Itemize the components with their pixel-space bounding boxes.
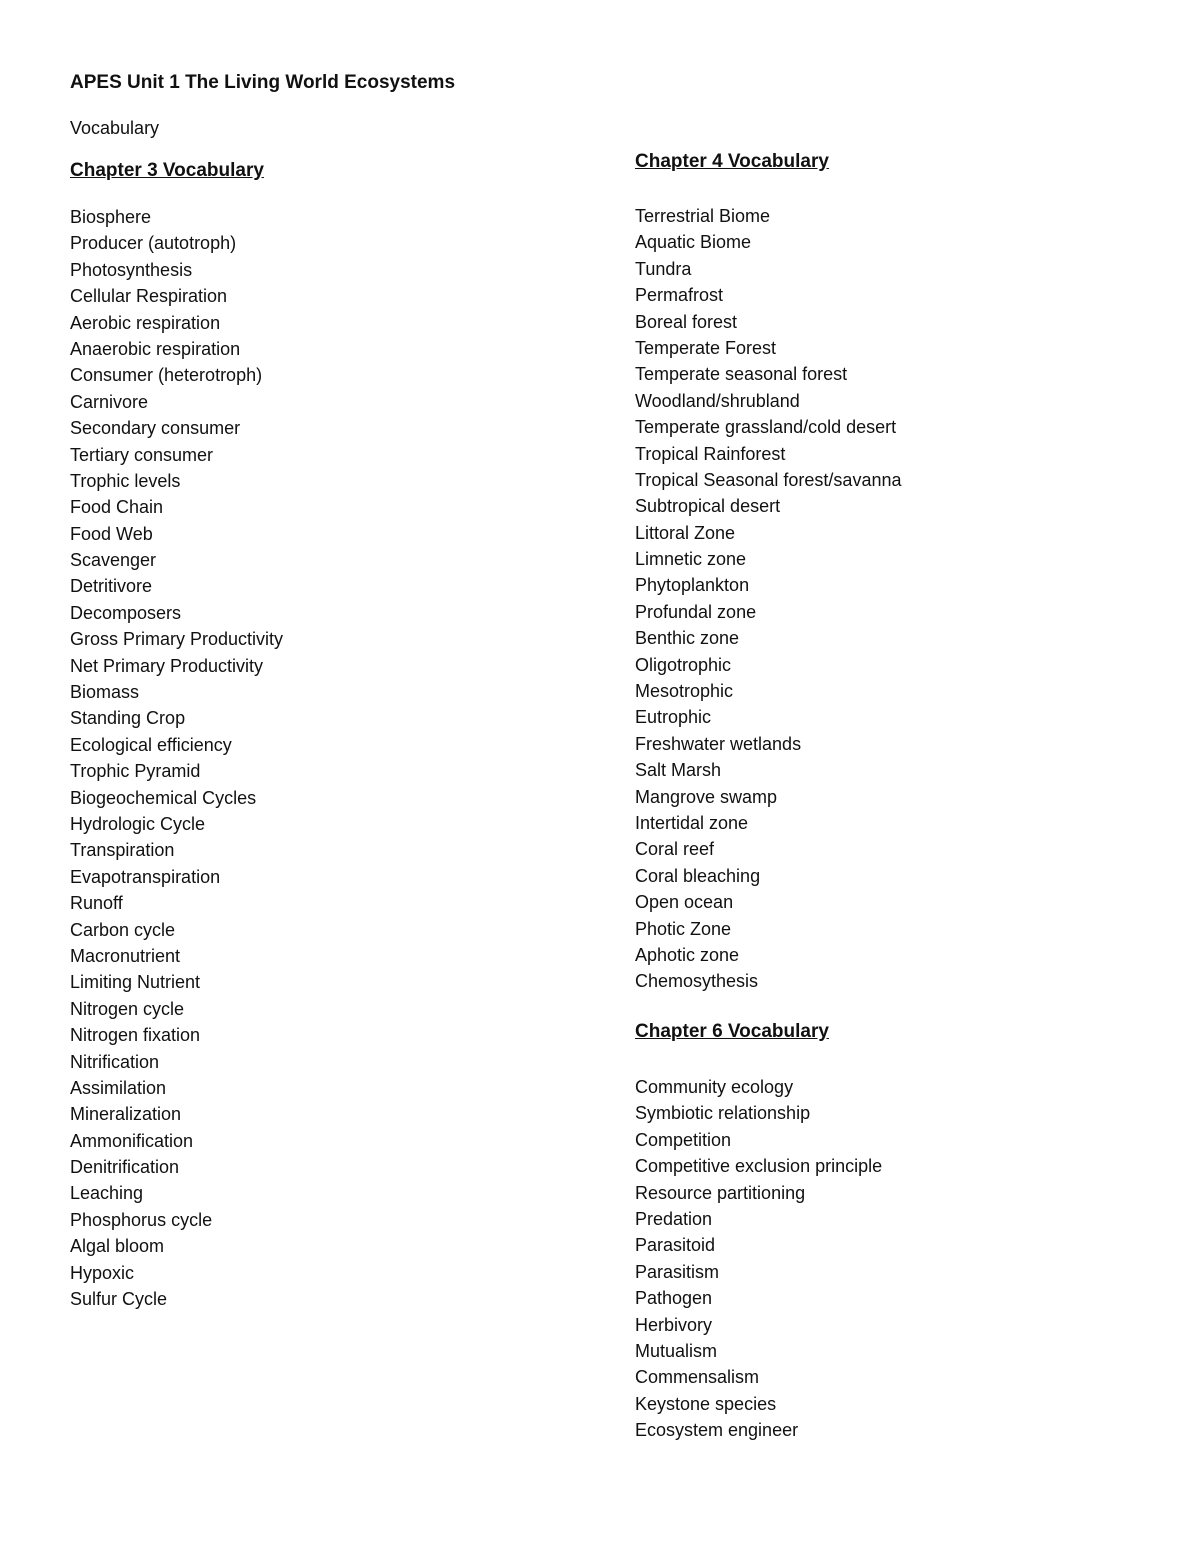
vocabulary-term: Macronutrient <box>70 945 181 966</box>
vocabulary-term: Littoral Zone <box>635 522 736 543</box>
vocabulary-term: Ammonification <box>70 1130 194 1151</box>
vocabulary-term: Consumer (heterotroph) <box>70 365 263 386</box>
vocabulary-term: Secondary consumer <box>70 418 241 439</box>
vocabulary-term: Tropical Seasonal forest/savanna <box>635 469 902 490</box>
chapter-4-term-list <box>635 203 901 995</box>
vocabulary-term: Terrestrial Biome <box>635 206 771 226</box>
vocabulary-term: Biogeochemical Cycles <box>70 787 257 808</box>
vocabulary-term: Assimilation <box>70 1077 167 1098</box>
vocabulary-term: Producer (autotroph) <box>70 233 237 254</box>
vocabulary-term: Freshwater wetlands <box>635 733 802 754</box>
vocabulary-term: Hypoxic <box>70 1262 135 1283</box>
vocabulary-term: Competitive exclusion principle <box>635 1156 883 1177</box>
vocabulary-term: Herbivory <box>635 1314 713 1335</box>
vocabulary-term: Mineralization <box>70 1104 182 1125</box>
vocabulary-term: Temperate grassland/cold desert <box>635 417 897 438</box>
vocabulary-term: Woodland/shrubland <box>635 390 800 411</box>
vocabulary-term: Commensalism <box>635 1367 760 1388</box>
vocabulary-term: Parasitoid <box>635 1235 716 1256</box>
vocabulary-term: Resource partitioning <box>635 1182 806 1203</box>
vocabulary-term: Parasitism <box>635 1261 720 1282</box>
vocabulary-term: Photic Zone <box>635 918 732 939</box>
vocabulary-term: Food Chain <box>70 497 164 518</box>
vocabulary-term: Salt Marsh <box>635 760 722 781</box>
vocabulary-term: Open ocean <box>635 892 734 913</box>
vocabulary-term: Subtropical desert <box>635 496 781 517</box>
vocabulary-term: Standing Crop <box>70 708 186 729</box>
vocabulary-term: Limnetic zone <box>635 549 747 570</box>
vocabulary-term: Mutualism <box>635 1340 718 1361</box>
vocabulary-term: Transpiration <box>70 840 175 861</box>
vocabulary-term: Nitrification <box>70 1051 160 1072</box>
document-subtitle: Vocabulary <box>70 118 160 138</box>
vocabulary-term: Phytoplankton <box>635 575 750 596</box>
document-title: APES Unit 1 The Living World Ecosystems <box>70 72 456 93</box>
vocabulary-term: Algal bloom <box>70 1236 165 1257</box>
vocabulary-term: Boreal forest <box>635 311 738 332</box>
vocabulary-term: Tundra <box>635 258 692 279</box>
vocabulary-term: Benthic zone <box>635 628 740 649</box>
vocabulary-term: Decomposers <box>70 602 182 623</box>
vocabulary-term: Aphotic zone <box>635 944 740 965</box>
vocabulary-term: Mangrove swamp <box>635 786 778 807</box>
vocabulary-term: Biosphere <box>70 207 152 227</box>
vocabulary-term: Symbiotic relationship <box>635 1103 811 1124</box>
vocabulary-term: Pathogen <box>635 1288 713 1309</box>
vocabulary-term: Gross Primary Productivity <box>70 629 284 650</box>
vocabulary-term: Hydrologic Cycle <box>70 813 206 834</box>
vocabulary-term: Eutrophic <box>635 707 712 728</box>
vocabulary-term: Leaching <box>70 1183 144 1204</box>
vocabulary-term: Carbon cycle <box>70 919 176 940</box>
vocabulary-term: Temperate Forest <box>635 337 777 358</box>
vocabulary-term: Limiting Nutrient <box>70 972 201 993</box>
vocabulary-term: Competition <box>635 1129 732 1150</box>
vocabulary-term: Permafrost <box>635 285 724 306</box>
vocabulary-term: Coral reef <box>635 839 715 860</box>
vocabulary-term: Profundal zone <box>635 601 757 622</box>
vocabulary-term: Aerobic respiration <box>70 312 221 333</box>
vocabulary-term: Nitrogen fixation <box>70 1025 201 1046</box>
vocabulary-term: Trophic Pyramid <box>70 761 201 782</box>
vocabulary-term: Denitrification <box>70 1157 180 1178</box>
vocabulary-term: Runoff <box>70 893 123 914</box>
vocabulary-term: Ecosystem engineer <box>635 1420 799 1441</box>
chapter-6-term-list <box>635 1074 882 1443</box>
vocabulary-term: Nitrogen cycle <box>70 998 185 1019</box>
chapter-6-heading: Chapter 6 Vocabulary <box>635 1021 829 1042</box>
vocabulary-term: Tertiary consumer <box>70 444 214 465</box>
vocabulary-term: Detritivore <box>70 576 153 597</box>
vocabulary-term: Anaerobic respiration <box>70 338 241 359</box>
vocabulary-term: Predation <box>635 1208 713 1229</box>
vocabulary-term: Photosynthesis <box>70 259 193 280</box>
vocabulary-term: Biomass <box>70 682 140 703</box>
vocabulary-term: Food Web <box>70 523 153 544</box>
chapter-3-heading: Chapter 3 Vocabulary <box>70 160 264 181</box>
chapter-3-term-list <box>70 204 283 1312</box>
vocabulary-term: Scavenger <box>70 550 157 571</box>
vocabulary-term: Phosphorus cycle <box>70 1209 213 1230</box>
chapter-4-heading: Chapter 4 Vocabulary <box>635 151 829 172</box>
vocabulary-term: Intertidal zone <box>635 812 749 833</box>
vocabulary-term: Sulfur Cycle <box>70 1289 168 1310</box>
vocabulary-term: Evapotranspiration <box>70 866 221 887</box>
vocabulary-term: Mesotrophic <box>635 681 734 702</box>
vocabulary-term: Net Primary Productivity <box>70 655 264 676</box>
vocabulary-term: Temperate seasonal forest <box>635 364 848 385</box>
vocabulary-term: Chemosythesis <box>635 971 759 992</box>
vocabulary-term: Community ecology <box>635 1077 794 1097</box>
vocabulary-term: Aquatic Biome <box>635 232 752 253</box>
vocabulary-term: Coral bleaching <box>635 865 761 886</box>
vocabulary-term: Keystone species <box>635 1393 777 1414</box>
vocabulary-term: Cellular Respiration <box>70 286 228 307</box>
vocabulary-term: Oligotrophic <box>635 654 732 675</box>
vocabulary-term: Tropical Rainforest <box>635 443 786 464</box>
vocabulary-term: Ecological efficiency <box>70 734 232 755</box>
vocabulary-term: Carnivore <box>70 391 149 412</box>
vocabulary-term: Trophic levels <box>70 470 181 491</box>
